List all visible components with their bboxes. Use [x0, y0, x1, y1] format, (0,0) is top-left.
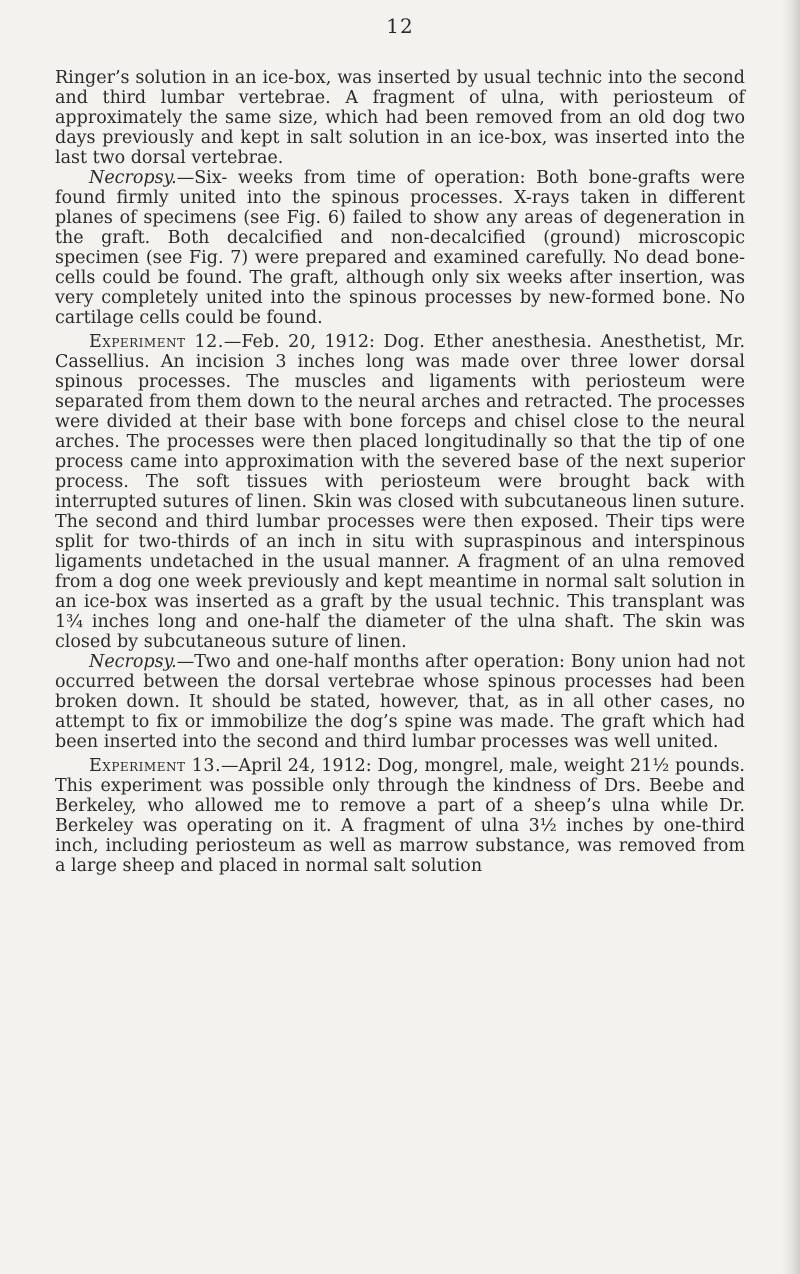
paragraph	[55, 68, 745, 168]
body-text	[55, 68, 745, 876]
page-number: 12	[386, 14, 414, 38]
necropsy-heading: Necropsy.	[89, 168, 177, 188]
experiment-heading: Experiment 12.	[89, 332, 224, 352]
necropsy-heading: Necropsy.	[89, 652, 177, 672]
paragraph	[55, 332, 745, 652]
paragraph	[55, 756, 745, 876]
paragraph-text: —Two and one-half months after operation: Bony union had not occurred between the dorsal vertebrae whose spinous processes had been broken down. It should be stated, however, that, as in all other cases, no attempt to fix or immobilize the dog’s spine was made. The graft which had been inserted into the second and third lumbar processes was well united.	[55, 652, 745, 752]
paragraph-text: —Feb. 20, 1912: Dog. Ether anesthesia. Anesthetist, Mr. Cassellius. An incision 3 inches long was made over three lower dorsal spinous processes. The muscles and ligaments with periosteum were separated from them down to the neural arches and retracted. The processes were divided at their base with bone forceps and chisel close to the neural arches. The processes were then placed longitudinally so that the tip of one process came into approximation with the severed base of the next superior process. The soft tissues with periosteum were brought back with interrupted sutures of linen. Skin was closed with subcutaneous linen suture. The second and third lumbar processes were then exposed. Their tips were split for two-thirds of an inch in situ with supraspinous and interspinous ligaments undetached in the usual manner. A fragment of an ulna removed from a dog one week previously and kept meantime in normal salt solution in an ice-box was inserted as a graft by the usual technic. This transplant was 1¾ inches long and one-half the diameter of the ulna shaft. The skin was closed by subcutaneous suture of linen.	[55, 332, 746, 652]
experiment-heading: Experiment 13.	[89, 756, 222, 776]
paragraph	[55, 168, 745, 328]
page-edge-shadow	[782, 0, 800, 1274]
paragraph	[55, 652, 745, 752]
paragraph-text: —April 24, 1912: Dog, mongrel, male, weight 21½ pounds. This experiment was possible only through the kindness of Drs. Beebe and Berkeley, who allowed me to remove a part of a sheep’s ulna while Dr. Berkeley was operating on it. A fragment of ulna 3½ inches by one-third inch, including periosteum as well as marrow substance, was removed from a large sheep and placed in normal salt solution	[55, 756, 745, 876]
paragraph-text: —Six- weeks from time of operation: Both bone-grafts were found firmly united into the spinous processes. X-rays taken in different planes of specimens (see Fig. 6) failed to show any areas of degeneration in the graft. Both decalcified and non-decalcified (ground) microscopic specimen (see Fig. 7) were prepared and examined carefully. No dead bone-cells could be found. The graft, although only six weeks after insertion, was very completely united into the spinous processes by new-formed bone. No cartilage cells could be found.	[55, 168, 745, 328]
paragraph-text: Ringer’s solution in an ice-box, was inserted by usual technic into the second and third lumbar vertebrae. A fragment of ulna, with periosteum of approximately the same size, which had been removed from an old dog two days previously and kept in salt solution in an ice-box, was inserted into the last two dorsal vertebrae.	[55, 68, 745, 168]
